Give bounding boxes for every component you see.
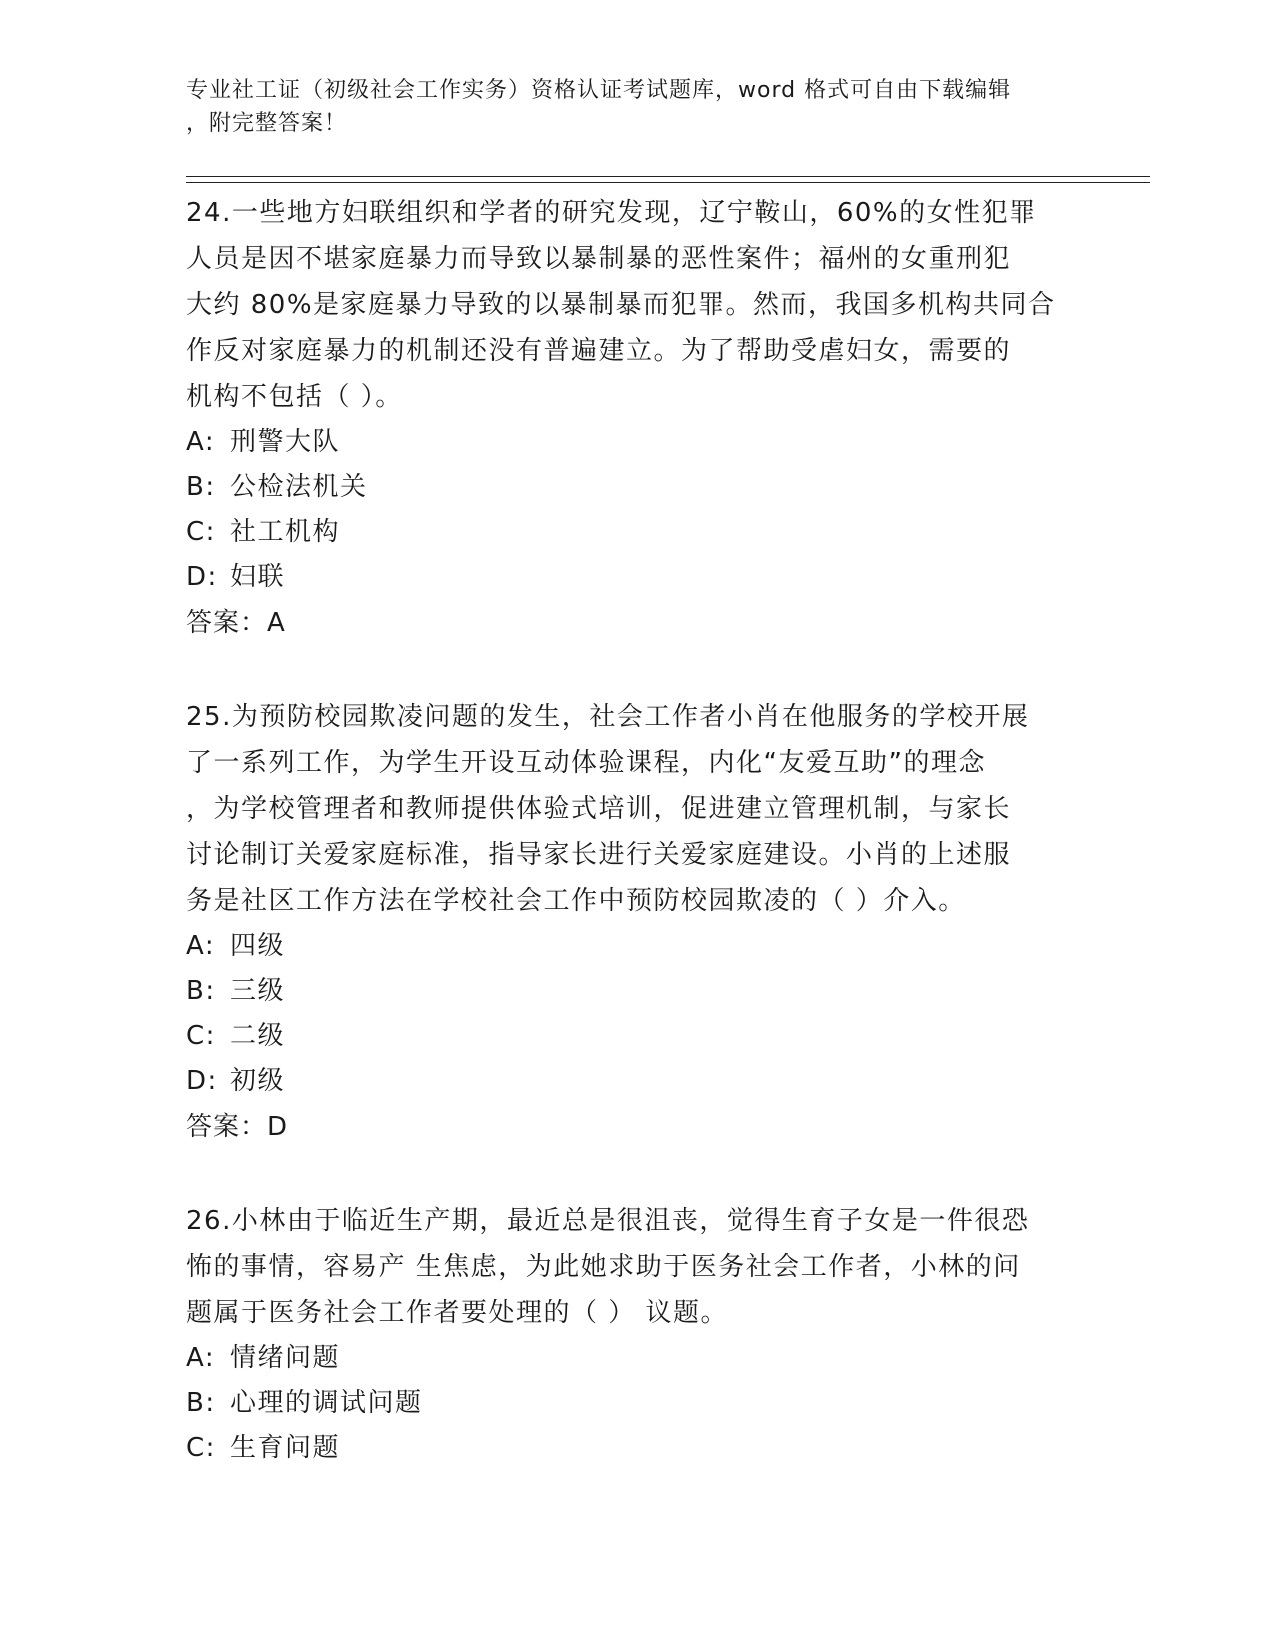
stem-line: 务是社区工作方法在学校社会工作中预防校园欺凌的（ ）介入。 (186, 886, 966, 916)
stem-line: 机构不包括（ ）。 (186, 382, 403, 412)
question-stem (186, 694, 1086, 924)
question-26 (186, 1198, 1086, 1471)
header-line-2: ，附完整答案！ (186, 111, 348, 136)
option-text: 心理的调试问题 (230, 1388, 423, 1418)
option-a (186, 420, 1086, 465)
question-stem (186, 1198, 1086, 1336)
header-rule-top (186, 176, 1150, 177)
option-text: 情绪问题 (230, 1343, 341, 1373)
page-header (186, 74, 1066, 140)
option-a (186, 1336, 1086, 1381)
stem-line: 怖的事情，容易产 生焦虑，为此她求助于医务社会工作者，小林的问 (186, 1252, 1021, 1282)
stem-line: 作反对家庭暴力的机制还没有普遍建立。为了帮助受虐妇女，需要的 (186, 336, 1012, 366)
option-d (186, 555, 1086, 600)
stem-line: 大约 80%是家庭暴力导致的以暴制暴而犯罪。然而，我国多机构共同合 (186, 290, 1056, 320)
option-label: C: (186, 517, 216, 547)
stem-line: 讨论制订关爱家庭标准，指导家长进行关爱家庭建设。小肖的上述服 (186, 840, 1012, 870)
option-label: C: (186, 1433, 216, 1463)
question-list (186, 190, 1086, 1471)
option-text: 四级 (230, 931, 286, 961)
option-b (186, 1381, 1086, 1426)
option-text: 公检法机关 (230, 472, 368, 502)
header-rule-bottom (186, 182, 1150, 183)
option-text: 二级 (230, 1021, 286, 1051)
option-text: 妇联 (230, 562, 286, 592)
option-c (186, 510, 1086, 555)
option-b (186, 465, 1086, 510)
answer: 答案：D (186, 1112, 289, 1142)
option-label: A: (186, 1343, 216, 1373)
option-label: B: (186, 976, 216, 1006)
option-label: B: (186, 1388, 216, 1418)
option-a (186, 924, 1086, 969)
option-label: B: (186, 472, 216, 502)
option-label: D: (186, 562, 218, 592)
option-text: 初级 (230, 1066, 286, 1096)
option-text: 社工机构 (230, 517, 341, 547)
stem-line: 25.为预防校园欺凌问题的发生，社会工作者小肖在他服务的学校开展 (186, 702, 1030, 732)
stem-line: 26.小林由于临近生产期，最近总是很沮丧，觉得生育子女是一件很恐 (186, 1206, 1030, 1236)
option-text: 生育问题 (230, 1433, 341, 1463)
option-c (186, 1426, 1086, 1471)
option-b (186, 969, 1086, 1014)
option-d (186, 1059, 1086, 1104)
option-c (186, 1014, 1086, 1059)
option-label: C: (186, 1021, 216, 1051)
question-24 (186, 190, 1086, 646)
stem-line: 题属于医务社会工作者要处理的（ ） 议题。 (186, 1298, 729, 1328)
header-line-1: 专业社工证（初级社会工作实务）资格认证考试题库，word 格式可自由下载编辑 (186, 78, 1012, 103)
question-25 (186, 694, 1086, 1150)
stem-line: 24.一些地方妇联组织和学者的研究发现，辽宁鞍山，60%的女性犯罪 (186, 198, 1037, 228)
stem-line: ，为学校管理者和教师提供体验式培训，促进建立管理机制，与家长 (186, 794, 1012, 824)
option-text: 三级 (230, 976, 286, 1006)
option-label: A: (186, 931, 216, 961)
option-text: 刑警大队 (230, 427, 341, 457)
option-label: A: (186, 427, 216, 457)
stem-line: 了一系列工作，为学生开设互动体验课程，内化“友爱互助”的理念 (186, 748, 986, 778)
option-label: D: (186, 1066, 218, 1096)
stem-line: 人员是因不堪家庭暴力而导致以暴制暴的恶性案件；福州的女重刑犯 (186, 244, 1012, 274)
answer: 答案：A (186, 608, 286, 638)
question-stem (186, 190, 1086, 420)
